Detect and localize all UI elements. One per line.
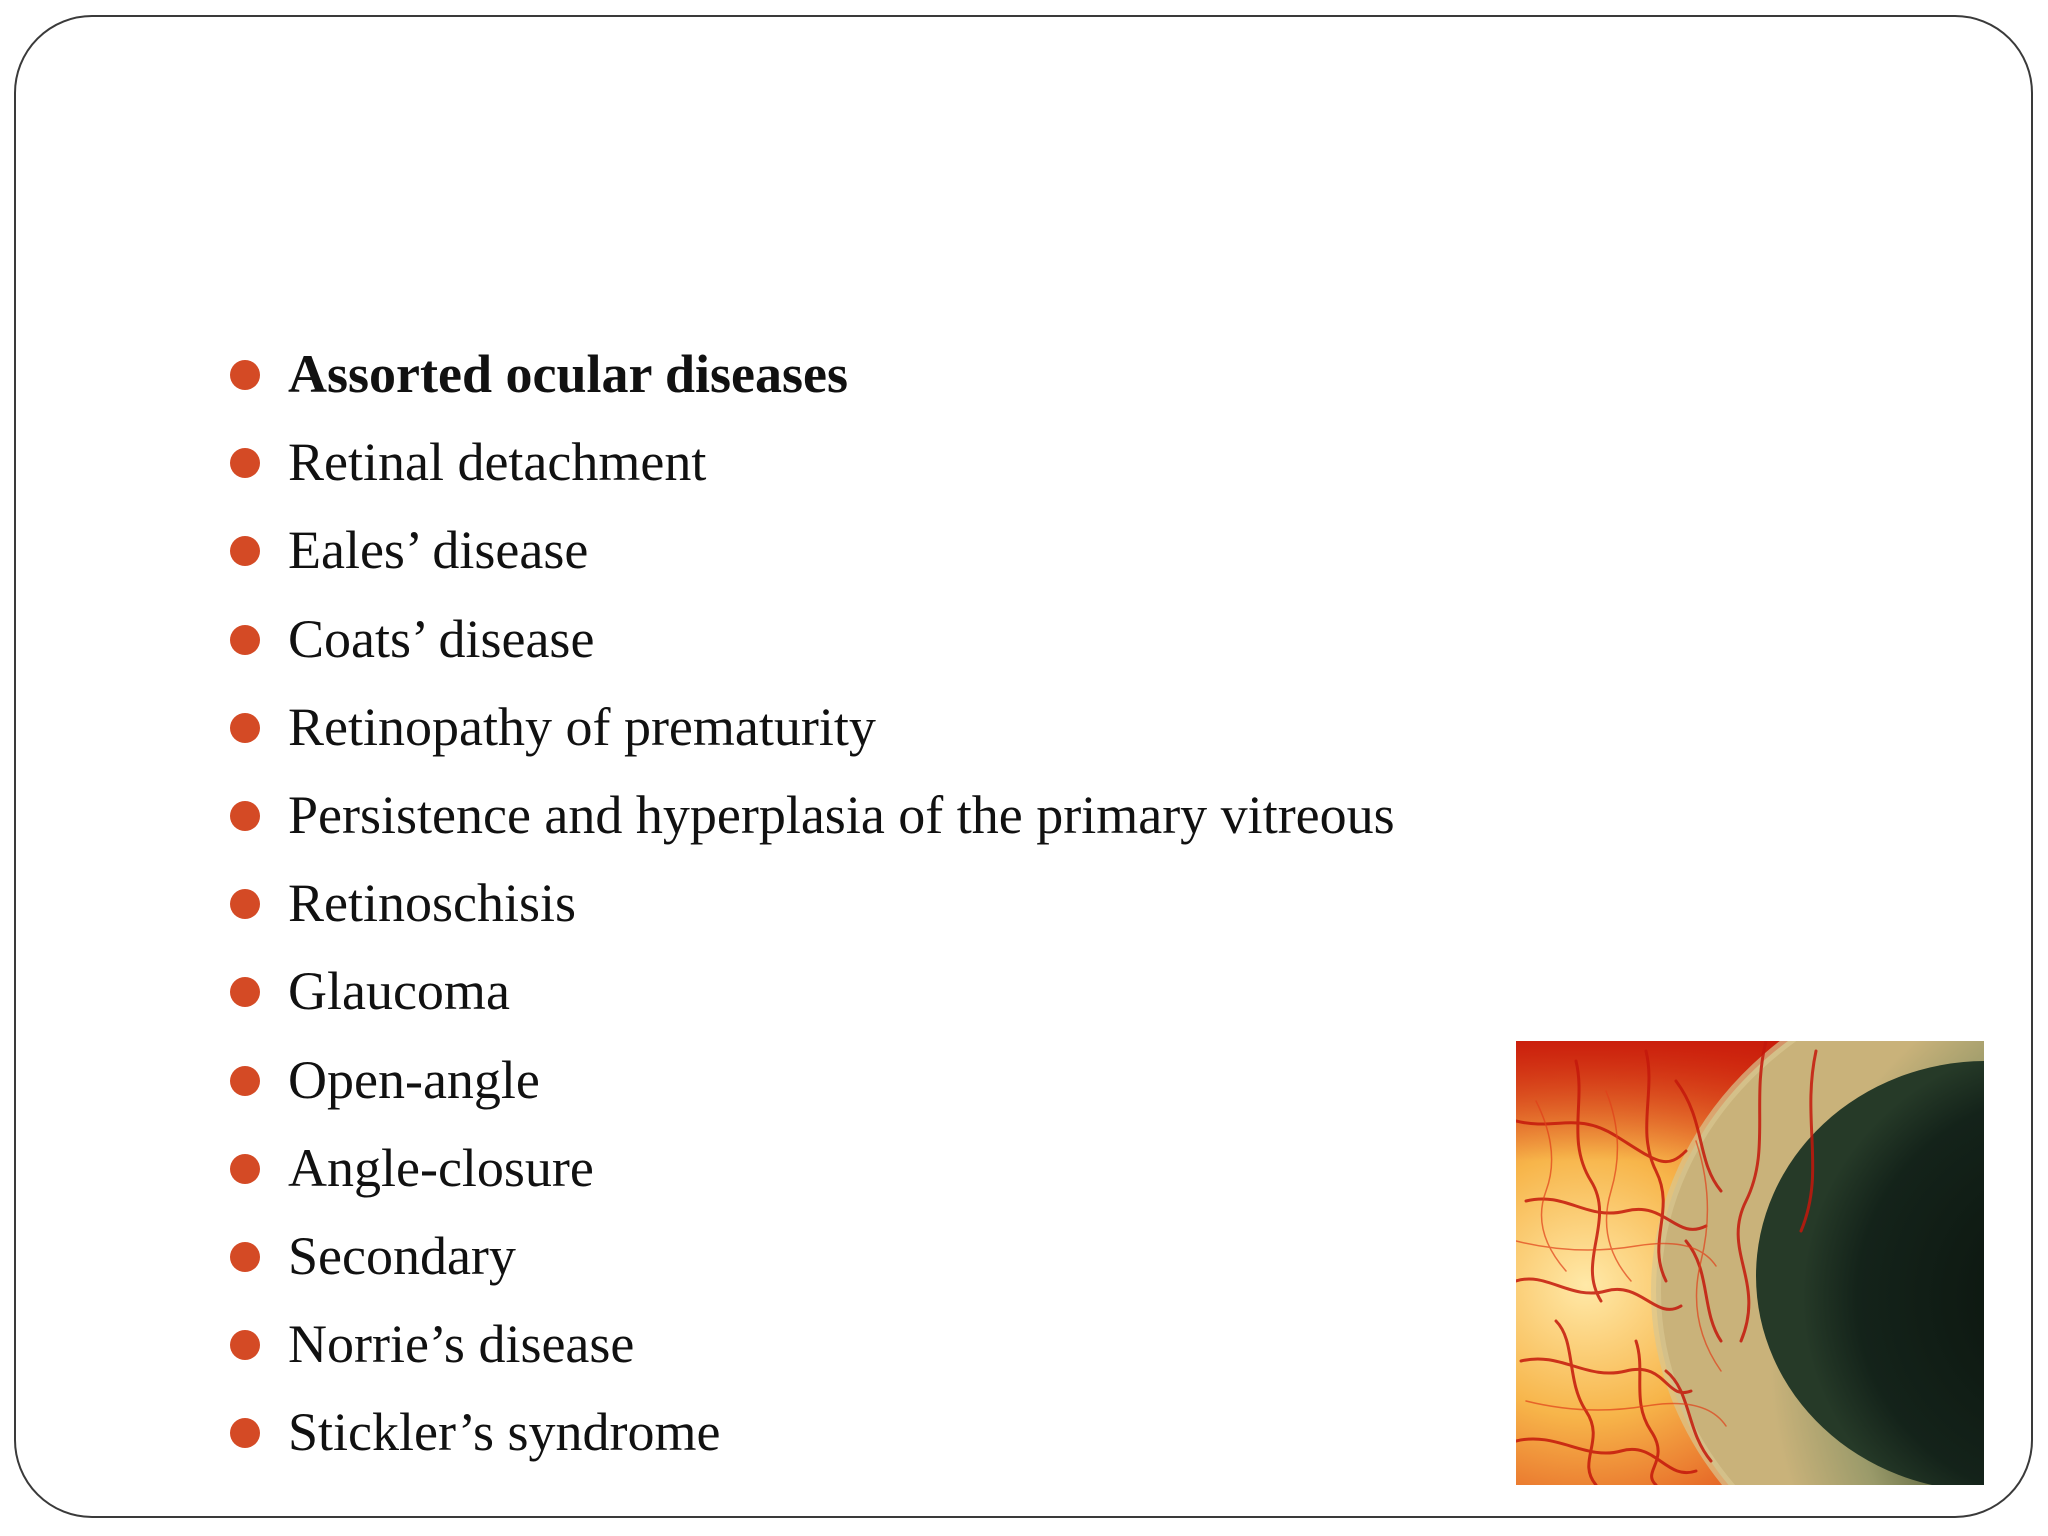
bullet-heading: Assorted ocular diseases <box>288 344 848 404</box>
bullet-dot-icon <box>230 977 260 1007</box>
bullet-item <box>228 506 1395 594</box>
bullet-item <box>228 1300 1395 1388</box>
bullet-text: Persistence and hyperplasia of the primary vitreous <box>288 784 1395 845</box>
bullet-dot-icon <box>230 1242 260 1272</box>
bullet-dot-icon <box>230 1418 260 1448</box>
bullet-item <box>228 418 1395 506</box>
bullet-dot-icon <box>230 1154 260 1184</box>
eye-photo <box>1516 1041 1984 1485</box>
bullet-text: Open-angle <box>288 1049 540 1110</box>
bullet-text: Stickler’s syndrome <box>288 1402 721 1463</box>
bullet-text: Glaucoma <box>288 961 510 1022</box>
bullet-dot-icon <box>230 1066 260 1096</box>
bullet-text: Secondary <box>288 1225 516 1286</box>
bullet-dot-icon <box>230 448 260 478</box>
bullet-item <box>228 1388 1395 1476</box>
bullet-dot-icon <box>230 536 260 566</box>
bullet-text: Angle-closure <box>288 1137 594 1198</box>
bullet-item <box>228 1124 1395 1212</box>
bullet-dot-icon <box>230 801 260 831</box>
bullet-item <box>228 771 1395 859</box>
bullet-text: Retinal detachment <box>288 432 707 493</box>
bullet-text: Norrie’s disease <box>288 1314 635 1375</box>
bullet-item <box>228 330 1395 418</box>
bullet-dot-icon <box>230 889 260 919</box>
bullet-text: Coats’ disease <box>288 608 595 669</box>
bullet-dot-icon <box>230 713 260 743</box>
bullet-item <box>228 595 1395 683</box>
bullet-item <box>228 683 1395 771</box>
bullet-text: Retinopathy of prematurity <box>288 696 876 757</box>
bullet-item <box>228 947 1395 1035</box>
bullet-dot-icon <box>230 1330 260 1360</box>
bullet-item <box>228 1212 1395 1300</box>
bullet-list <box>228 330 1395 1476</box>
bullet-dot-icon <box>230 625 260 655</box>
bullet-item <box>228 859 1395 947</box>
bullet-text: Eales’ disease <box>288 520 589 581</box>
bullet-dot-icon <box>230 360 260 390</box>
bullet-text: Retinoschisis <box>288 873 577 934</box>
bullet-item <box>228 1036 1395 1124</box>
